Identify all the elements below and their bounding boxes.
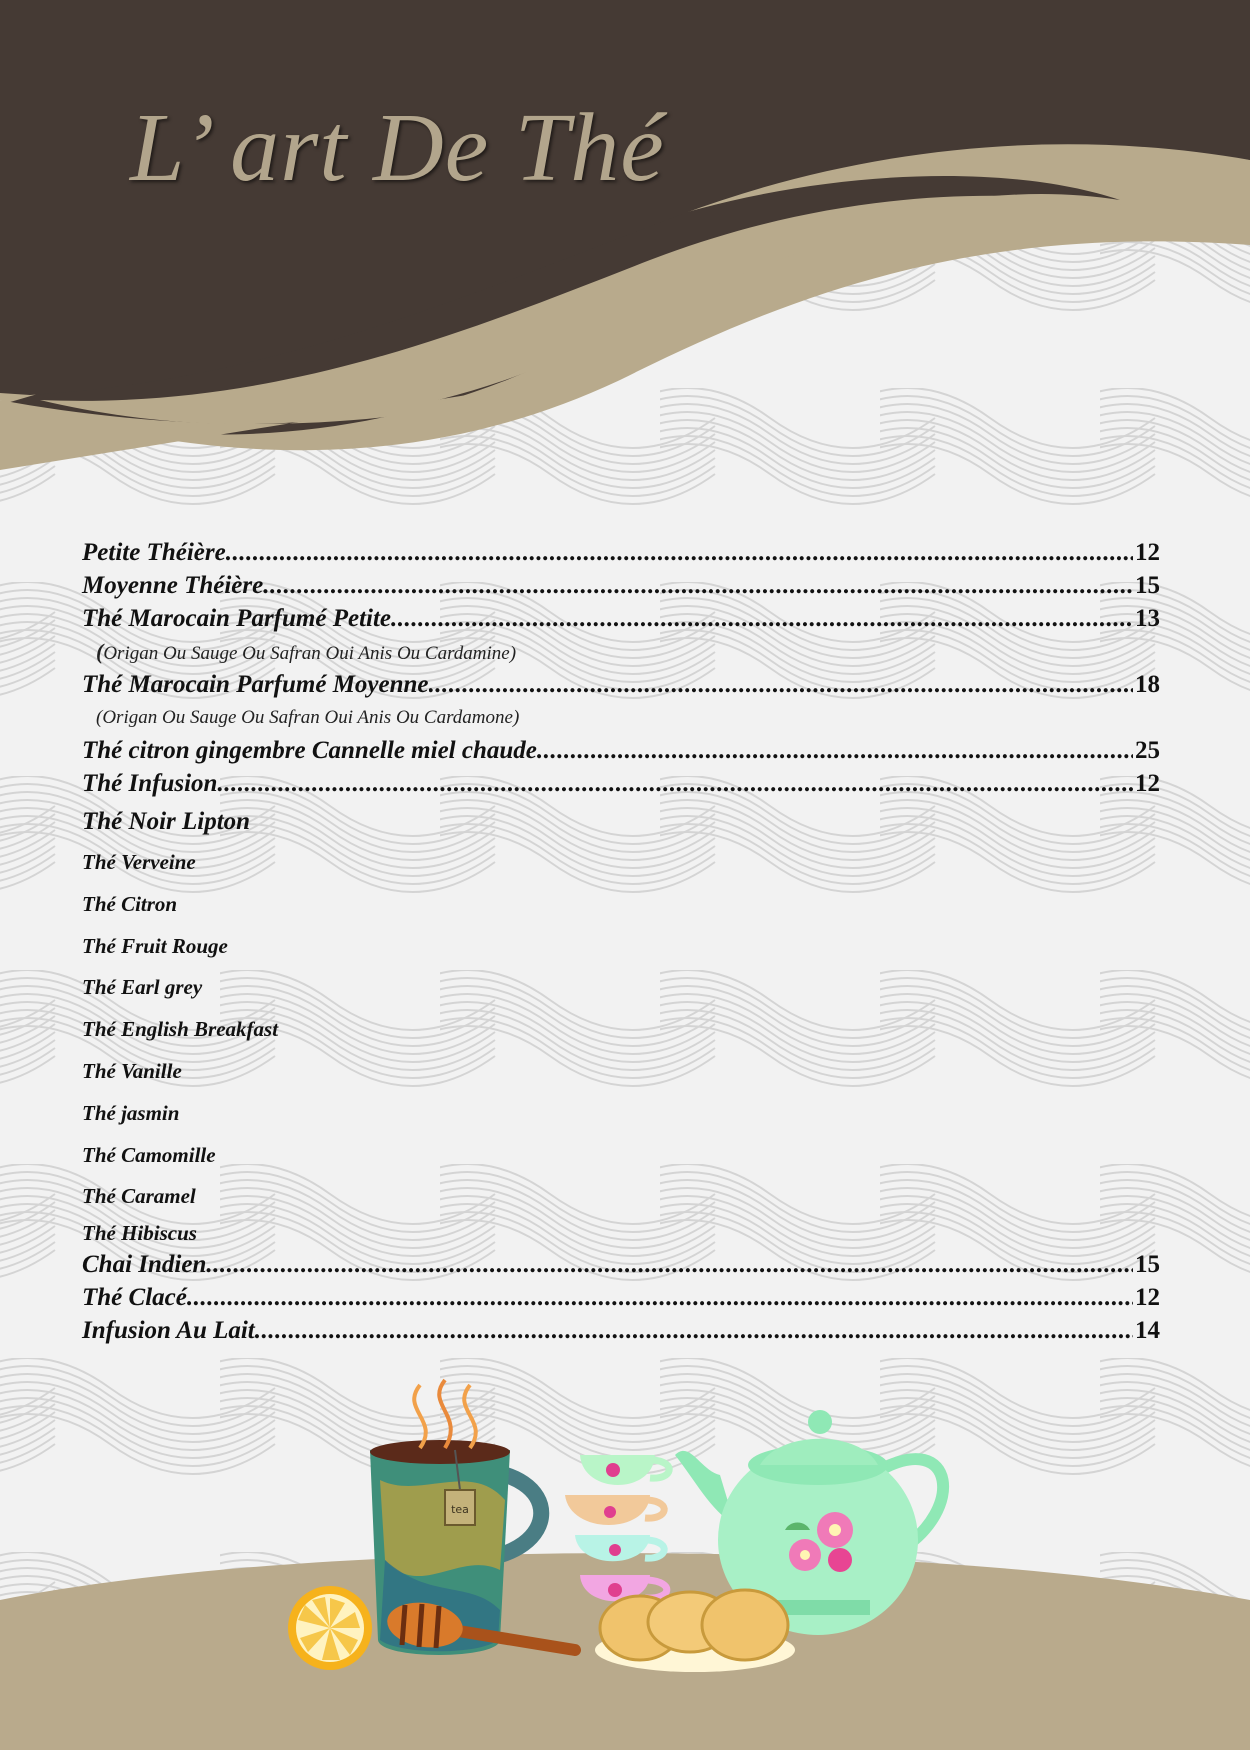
note-text: Origan Ou Sauge Ou Safran Oui Anis Ou Cardamine) [103,643,517,664]
menu-item [82,569,1160,602]
note-text: (Origan Ou Sauge Ou Safran Oui Anis Ou Cardamone) [96,707,520,728]
tea-tag-label: tea [451,1503,469,1516]
menu-item-price: 25 [1135,737,1160,764]
tea-menu [82,536,1160,1347]
infusion-flavor: Thé Verveine [82,850,196,874]
menu-item [82,536,1160,569]
menu-item-leader [537,734,1133,767]
menu-item [82,1281,1160,1314]
menu-item [82,602,1160,635]
menu-item-leader [263,569,1133,602]
menu-item-leader [255,1314,1133,1347]
menu-item [82,668,1160,701]
menu-item-leader [187,1281,1133,1314]
infusion-flavor: Thé Earl grey [82,975,203,1000]
menu-item-leader [226,536,1133,569]
infusion-flavor: Thé Vanille [82,1058,182,1083]
menu-item-note [82,701,1160,734]
menu-item [82,767,1160,800]
menu-item-name: Thé Clacé [82,1284,187,1312]
menu-item-price: 18 [1135,671,1160,698]
menu-item-name: Infusion Au Lait [82,1317,255,1345]
menu-item-price: 12 [1135,1284,1160,1312]
menu-item-price: 14 [1135,1317,1160,1345]
menu-item-note [82,635,1160,668]
infusion-flavor: Thé Fruit Rouge [82,933,228,958]
infusion-flavor: Thé Citron [82,891,178,916]
menu-item-price: 13 [1135,605,1160,632]
infusion-heading: Thé Noir Lipton [82,808,251,835]
menu-item-price: 15 [1135,572,1160,599]
menu-item [82,734,1160,767]
menu-item-name: Thé Infusion [82,770,218,797]
menu-item-name: Thé citron gingembre Cannelle miel chaude [82,737,537,764]
menu-item-price: 15 [1135,1251,1160,1279]
menu-item-leader [217,767,1133,800]
note-open-paren: ( [96,639,104,664]
menu-item-leader [206,1248,1133,1281]
page-title: L’ art De Thé [130,94,665,202]
menu-item-price: 12 [1135,539,1160,566]
infusion-flavor: Thé jasmin [82,1100,180,1125]
menu-item-leader [391,602,1133,635]
menu-item-name: Petite Théière [82,539,226,566]
menu-item-name: Moyenne Théière [82,572,264,599]
infusion-flavor: Thé Caramel [82,1184,196,1209]
menu-item-name: Chai Indien [82,1251,207,1279]
menu-item-name: Thé Marocain Parfumé Moyenne [82,671,429,698]
infusion-flavor: Thé English Breakfast [82,1017,279,1042]
menu-item-price: 12 [1135,770,1160,797]
menu-item [82,1248,1160,1281]
menu-item [82,1314,1160,1347]
menu-item-leader [429,668,1133,701]
infusion-flavor: Thé Hibiscus [82,1221,197,1246]
menu-item-name: Thé Marocain Parfumé Petite [82,605,391,632]
infusion-flavor: Thé Camomille [82,1142,216,1167]
biscuits-plate-icon [595,1590,795,1672]
lemon-slice-icon [288,1586,372,1670]
